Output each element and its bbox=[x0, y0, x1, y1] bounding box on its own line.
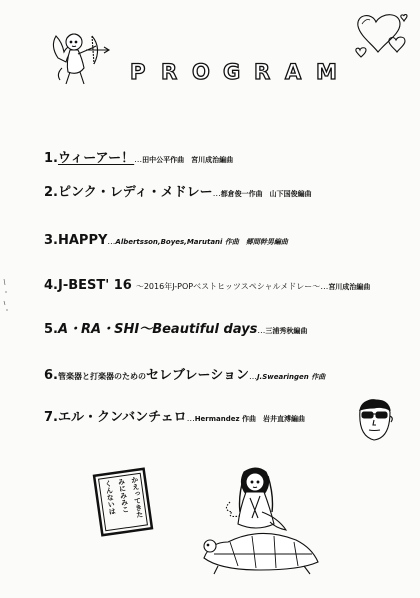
program-item-4 bbox=[44, 276, 370, 292]
stamp-line: かえってきた bbox=[130, 475, 145, 519]
stamp-line: みにみみこ bbox=[117, 477, 130, 514]
title-letter: O bbox=[192, 60, 210, 84]
margin-marks bbox=[2, 275, 12, 315]
item-number: 5. bbox=[44, 322, 58, 337]
title-letter: R bbox=[161, 60, 178, 84]
item-title: HAPPY bbox=[57, 233, 108, 248]
hearts-illustration bbox=[352, 10, 414, 62]
cupid-angel-illustration bbox=[48, 28, 118, 90]
item-title: A・RA・SHI～Beautiful days bbox=[57, 322, 258, 337]
item-title: ピンク・レディ・メドレー bbox=[57, 185, 213, 200]
title-letter: M bbox=[316, 60, 337, 84]
program-item-1 bbox=[44, 149, 233, 165]
program-item-3 bbox=[44, 231, 288, 247]
man-with-sunglasses-illustration bbox=[352, 396, 402, 442]
separator: … bbox=[134, 155, 143, 164]
item-credit: 都倉俊一作曲 山下国俊編曲 bbox=[220, 190, 312, 198]
item-number: 6. bbox=[44, 368, 58, 383]
item-title: エル・クンバンチェロ bbox=[57, 410, 187, 425]
item-number: 4. bbox=[44, 278, 58, 293]
item-subtitle: ～2016年J-POPベストヒッツスペシャルメドレー～ bbox=[135, 282, 321, 291]
stamp-line: くんないは bbox=[103, 479, 117, 516]
item-credit: 三浦秀秋編曲 bbox=[265, 327, 308, 335]
item-credit: J.Swearingen 作曲 bbox=[256, 373, 326, 381]
item-number: 1. bbox=[44, 151, 58, 166]
separator: … bbox=[186, 414, 195, 423]
separator: … bbox=[248, 372, 257, 381]
item-title-prefix: 管楽器と打楽器のための bbox=[57, 372, 146, 381]
item-credit: 宮川成治編曲 bbox=[328, 283, 371, 291]
page-title bbox=[130, 60, 350, 94]
item-credit: Albertsson,Boyes,Marutani 作曲 郷間幹男編曲 bbox=[115, 238, 288, 246]
item-number: 2. bbox=[44, 185, 58, 200]
separator: … bbox=[212, 189, 221, 198]
title-letter: R bbox=[254, 60, 271, 84]
stamp-text bbox=[101, 475, 148, 532]
item-number: 3. bbox=[44, 233, 58, 248]
program-item-7 bbox=[44, 408, 305, 424]
title-letter: P bbox=[130, 60, 146, 84]
separator: … bbox=[257, 326, 266, 335]
separator: … bbox=[320, 282, 329, 291]
item-title: J-BEST' 16 bbox=[57, 278, 132, 293]
item-title: セレブレーション bbox=[145, 368, 249, 383]
title-letter: G bbox=[223, 60, 241, 84]
item-credit: Hermandez 作曲 岩井直溥編曲 bbox=[194, 415, 306, 423]
item-number: 7. bbox=[44, 410, 58, 425]
item-title: ウィーアー！ bbox=[57, 151, 135, 166]
program-item-5 bbox=[44, 320, 307, 336]
girl-riding-turtle-illustration bbox=[200, 462, 330, 577]
item-credit: 田中公平作曲 宮川成治編曲 bbox=[142, 156, 234, 164]
separator: … bbox=[107, 237, 116, 246]
program-item-2 bbox=[44, 183, 312, 199]
title-letter: A bbox=[285, 60, 302, 84]
program-item-6 bbox=[44, 366, 325, 382]
